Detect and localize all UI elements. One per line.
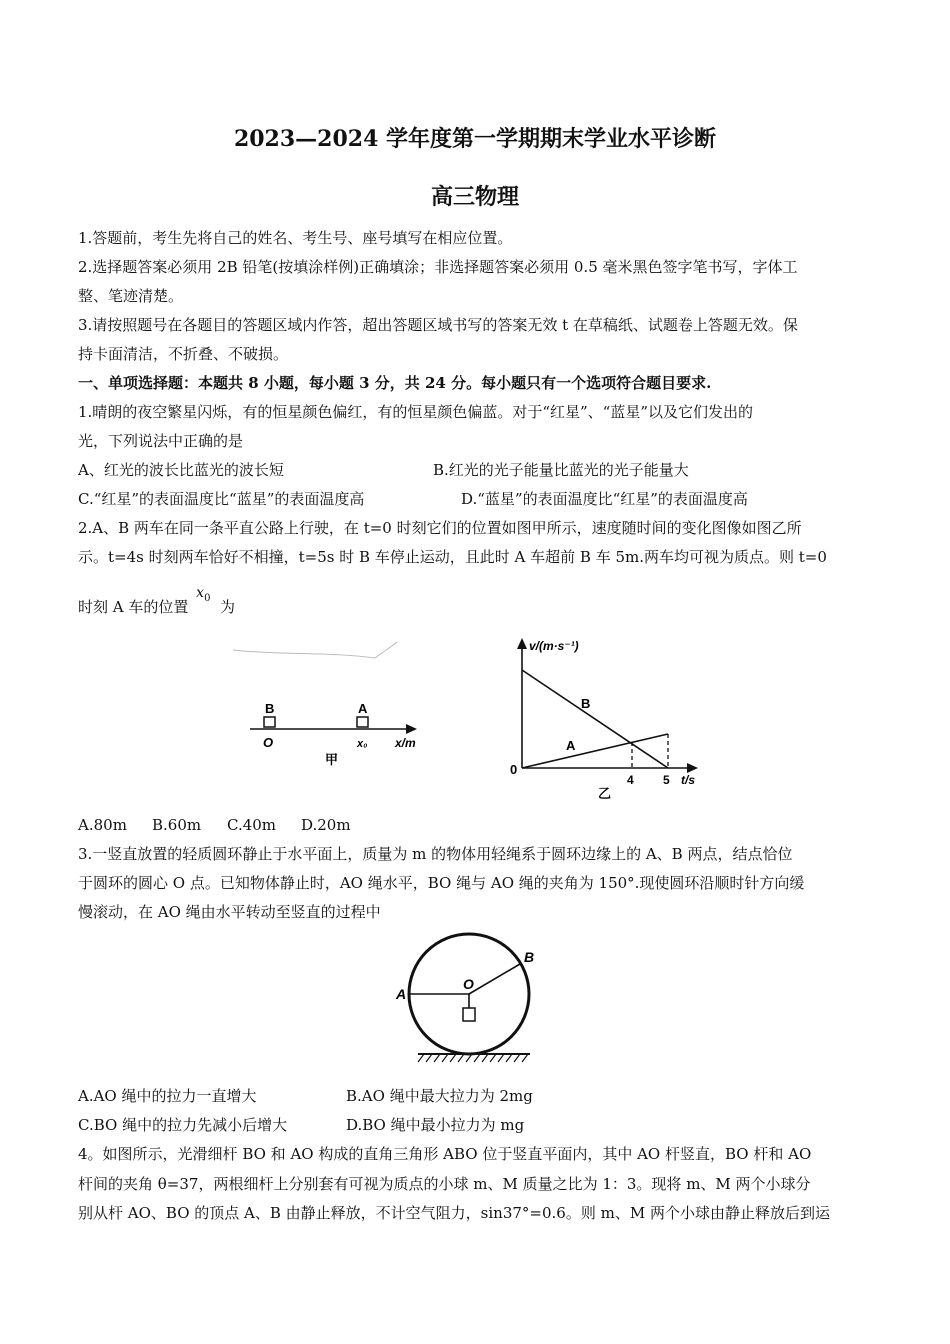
exam-subtitle: 高三物理 [430, 184, 519, 210]
jia-label-x0: x₀ [357, 738, 368, 750]
ring-label-b: B [524, 949, 535, 965]
line-a-velocity [522, 734, 668, 768]
figure-ring [390, 925, 565, 1075]
q2-stem-3-suffix: 为 [219, 598, 235, 616]
jia-caption: 甲 [325, 752, 339, 767]
line-b-velocity [522, 670, 668, 768]
q1-stem-2: 光，下列说法中正确的是 [78, 432, 244, 450]
q2-option-b: B.60m [152, 816, 202, 834]
hanging-mass [463, 1008, 475, 1021]
yi-origin-label: 0 [510, 762, 518, 777]
instruction-2: 2.选择题答案必须用 2B 铅笔(按填涂样例)正确填涂；非选择题答案必须用 0.5 毫米黑色签字笔书写，字体工 [78, 258, 798, 276]
yi-t-axis-label: t/s [681, 773, 696, 787]
jia-label-o: O [263, 735, 274, 750]
t-axis-arrow [687, 763, 698, 773]
q1-option-c: C.“红星”的表面温度比“蓝星”的表面温度高 [78, 490, 365, 508]
q3-stem-2: 于圆环的圆心 O 点。已知物体静止时，AO 绳水平，BO 绳与 AO 绳的夹角为 150°.现使圆环沿顺时针方向缓 [78, 874, 805, 892]
x0-var: x [196, 585, 205, 601]
q2-stem-3-prefix: 时刻 A 车的位置 [78, 598, 189, 616]
q4-stem-3: 别从杆 AO、BO 的顶点 A、B 由静止释放，不计空气阻力，sin37°=0.6。则 m、M 两个小球由静止释放后到运 [78, 1204, 830, 1222]
jia-label-a: A [358, 701, 368, 716]
q1-stem-1: 1.晴朗的夜空繁星闪烁，有的恒星颜色偏红，有的恒星颜色偏蓝。对于“红星”、“蓝星”以及它们发出的 [78, 403, 753, 421]
q2-stem-1: 2.A、B 两车在同一条平直公路上行驶，在 t=0 时刻它们的位置如图甲所示，速度随时间的变化图像如图乙所 [78, 519, 802, 537]
q3-option-a: A.AO 绳中的拉力一直增大 [78, 1087, 257, 1105]
jia-axis-label: x/m [395, 736, 416, 750]
q3-option-b: B.AO 绳中最大拉力为 2mg [346, 1087, 533, 1105]
q2-option-a: A.80m [78, 816, 127, 834]
q1-option-d: D.“蓝星”的表面温度比“红星”的表面温度高 [461, 490, 748, 508]
q4-stem-2: 杆间的夹角 θ=37，两根细杆上分别套有可视为质点的小球 m、M 质量之比为 1：3。现将 m、M 两个小球分 [78, 1175, 811, 1193]
yi-line-a-label: A [566, 738, 576, 753]
yi-caption: 乙 [598, 786, 612, 801]
figure-jia [225, 630, 425, 775]
yi-v-axis-label: v/(m·s⁻¹) [529, 639, 579, 653]
instruction-1: 1.答题前，考生先将自己的姓名、考生号、座号填写在相应位置。 [78, 229, 513, 247]
scan-artifact-stroke [233, 642, 397, 658]
x0-sub: 0 [204, 593, 211, 604]
q1-option-a: A、红光的波长比蓝光的波长短 [78, 461, 284, 479]
q3-stem-3: 慢滚动，在 AO 绳由水平转动至竖直的过程中 [78, 903, 381, 921]
instruction-3-cont: 持卡面清洁，不折叠、不破损。 [78, 345, 289, 363]
q2-stem-3 [78, 585, 235, 617]
x-axis-arrow [406, 724, 417, 734]
q1-option-b: B.红光的光子能量比蓝光的光子能量大 [433, 461, 689, 479]
yi-tick-5: 5 [663, 773, 670, 787]
x0-symbol [193, 585, 215, 612]
instruction-3: 3.请按照题号在各题目的答题区域内作答，超出答题区域书写的答案无效 t 在草稿纸、试题卷上答题无效。保 [78, 316, 798, 334]
figure-yi [505, 630, 715, 805]
jia-label-b: B [265, 701, 275, 716]
q3-option-d: D.BO 绳中最小拉力为 mg [346, 1116, 525, 1134]
section-heading: 一、单项选择题：本题共 8 小题，每小题 3 分，共 24 分。每小题只有一个选项符合题目要求. [78, 374, 712, 392]
instruction-2-cont: 整、笔迹清楚。 [78, 287, 184, 305]
q2-option-d: D.20m [301, 816, 351, 834]
q3-stem-1: 3.一竖直放置的轻质圆环静止于水平面上，质量为 m 的物体用轻绳系于圆环边缘上的 A、B 两点，结点恰位 [78, 845, 793, 863]
q2-option-c: C.40m [227, 816, 277, 834]
q3-option-c: C.BO 绳中的拉力先减小后增大 [78, 1116, 288, 1134]
q2-stem-2: 示。t=4s 时刻两车恰好不相撞，t=5s 时 B 车停止运动，且此时 A 车超前 B 车 5m.两车均可视为质点。则 t=0 [78, 548, 827, 566]
yi-tick-4: 4 [627, 773, 634, 787]
ring-label-a: A [396, 986, 407, 1002]
ring-label-o: O [463, 976, 474, 992]
rope-bo [469, 964, 520, 994]
yi-line-b-label: B [581, 696, 591, 711]
car-b-box [264, 717, 275, 727]
q4-stem-1: 4。如图所示，光滑细杆 BO 和 AO 构成的直角三角形 ABO 位于竖直平面内，其中 AO 杆竖直，BO 杆和 AO [78, 1145, 812, 1163]
exam-title: 2023—2024 学年度第一学期期末学业水平诊断 [233, 126, 717, 152]
v-axis-arrow [517, 638, 527, 649]
car-a-box [357, 717, 368, 727]
